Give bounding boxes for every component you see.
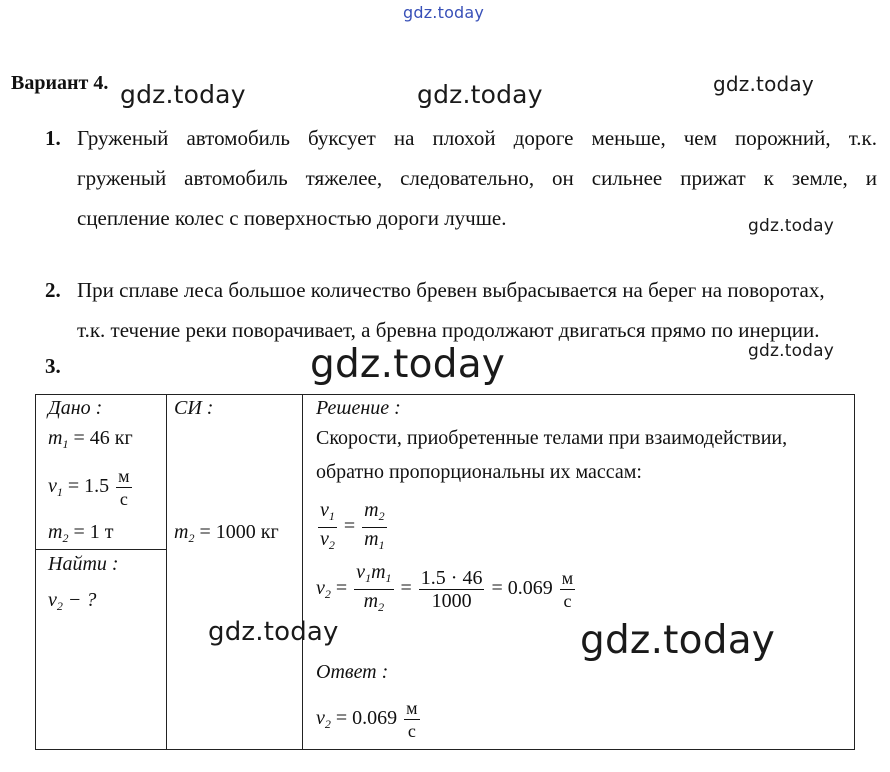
table-divider	[302, 395, 303, 749]
watermark: gdz.today	[310, 342, 506, 387]
fraction: $\frac{m_2}{m_1}$	[364, 499, 385, 552]
given-label: Дано :	[48, 397, 103, 419]
given-m1: $m_1 = 46$ кг	[48, 427, 133, 451]
given-v1: $v_1 = 1.5$ $\frac{м}{с}$	[48, 466, 130, 509]
answer-value: $v_2 = 0.069$ $\frac{м}{с}$	[316, 698, 418, 741]
answer-label: Ответ :	[316, 661, 389, 683]
unit-fraction: $\frac{м}{с}$	[406, 698, 418, 741]
watermark: gdz.today	[580, 618, 776, 663]
fraction: $\frac{1.5 \cdot 46}{1000}$	[420, 567, 483, 612]
si-label: СИ :	[174, 397, 214, 419]
table-divider	[36, 549, 166, 550]
watermark: gdz.today	[748, 341, 835, 361]
watermark: gdz.today	[748, 216, 835, 236]
watermark: gdz.today	[417, 80, 543, 109]
item-2-number: 2.	[45, 278, 61, 302]
item-2-text	[77, 270, 877, 350]
problem-table	[35, 394, 855, 750]
unit-fraction: $\frac{м}{с}$	[561, 568, 574, 611]
item-1-line: сцепление колес с поверхностью дороги лучше.	[77, 206, 507, 230]
item-1-number: 1.	[45, 126, 61, 150]
item-1-text	[77, 118, 877, 238]
solution-line: обратно пропорциональны их массам:	[316, 461, 642, 483]
item-1-line: груженый автомобиль тяжелее, следовательно, он сильнее прижат к земле, и	[77, 166, 877, 190]
equation-v2: $v_2$ = $\frac{v_1m_1}{m_2}$ = $\frac{1.5 \cdot 46}{1000}$ = 0.069 $\frac{м}{с}$	[316, 561, 577, 618]
item-2-line: При сплаве леса большое количество бревен выбрасывается на берег на поворотах,	[77, 278, 825, 302]
item-3-number: 3.	[45, 354, 61, 378]
fraction: $\frac{v_1}{v_2}$	[320, 499, 335, 552]
table-divider	[166, 395, 167, 749]
solution-label: Решение :	[316, 397, 401, 419]
find-label: Найти :	[48, 553, 119, 575]
item-1-line: Груженый автомобиль буксует на плохой дороге меньше, чем порожний, т.к.	[77, 126, 877, 150]
equation-ratio: $\frac{v_1}{v_2}$ = $\frac{m_2}{m_1}$	[316, 499, 389, 556]
fraction: $\frac{v_1m_1}{m_2}$	[356, 561, 392, 614]
find-v2: $v_2$ − ?	[48, 589, 97, 613]
variant-title: Вариант 4.	[11, 72, 109, 94]
watermark-top: gdz.today	[403, 3, 485, 22]
watermark: gdz.today	[120, 80, 246, 109]
given-m2: $m_2 = 1$ т	[48, 521, 114, 545]
watermark: gdz.today	[713, 72, 814, 96]
si-m2: $m_2 = 1000$ кг	[174, 521, 279, 545]
solution-line: Скорости, приобретенные телами при взаимодействии,	[316, 427, 788, 449]
watermark: gdz.today	[208, 617, 339, 647]
unit-fraction: $\frac{м}{с}$	[118, 466, 130, 509]
item-2-line: т.к. течение реки поворачивает, а бревна продолжают двигаться прямо по инерции.	[77, 318, 820, 342]
